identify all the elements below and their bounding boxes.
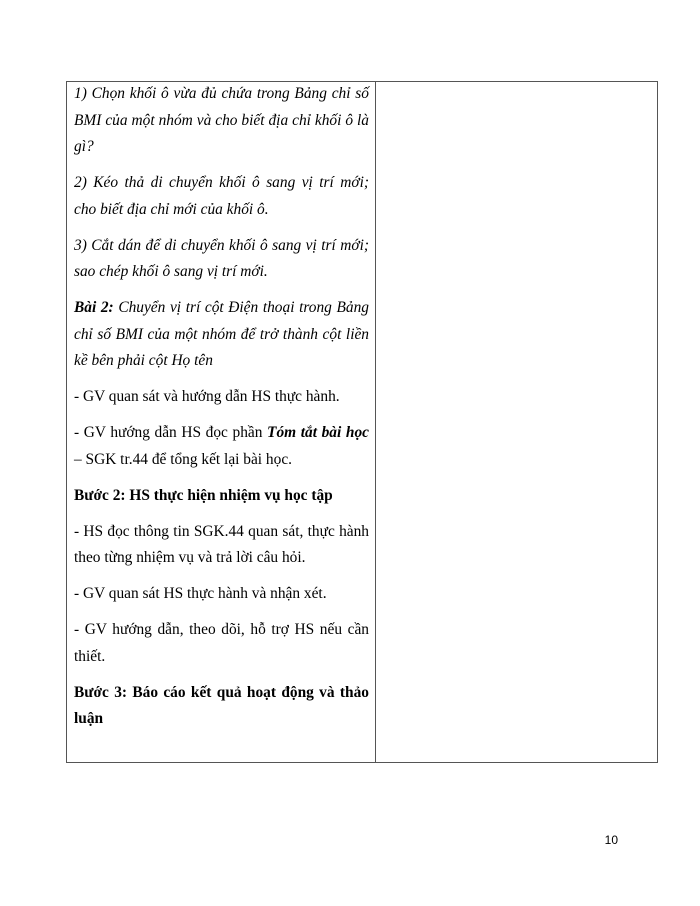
exercise-2	[74, 295, 369, 375]
teacher-note-1: - GV quan sát và hướng dẫn HS thực hành.	[74, 388, 340, 405]
teacher-note-2	[74, 420, 369, 473]
lesson-table	[66, 81, 658, 763]
student-note-1: - HS đọc thông tin SGK.44 quan sát, thực hành theo từng nhiệm vụ và trả lời câu hỏi.	[74, 522, 369, 566]
teacher-note-2-post: – SGK tr.44 để tổng kết lại bài học.	[74, 450, 293, 468]
task-2: 2) Kéo thả di chuyển khối ô sang vị trí mới; cho biết địa chỉ mới của khối ô.	[74, 174, 369, 218]
exercise-2-label: Bài 2:	[74, 299, 114, 316]
page-number: 10	[604, 833, 618, 847]
lesson-summary-ref: Tóm tắt bài học	[267, 424, 369, 441]
teacher-note-3: - GV quan sát HS thực hành và nhận xét.	[74, 585, 327, 602]
task-1: 1) Chọn khối ô vừa đủ chứa trong Bảng chỉ số BMI của một nhóm và cho biết địa chỉ khối ô là gì?	[74, 85, 369, 155]
step-2-heading: Bước 2: HS thực hiện nhiệm vụ học tập	[74, 486, 333, 504]
activity-column	[67, 82, 376, 762]
exercise-2-text: Chuyển vị trí cột Điện thoại trong Bảng chỉ số BMI của một nhóm để trở thành cột liền kề bên phải cột Họ tên	[74, 299, 369, 369]
task-3: 3) Cắt dán để di chuyển khối ô sang vị trí mới; sao chép khối ô sang vị trí mới.	[74, 236, 369, 280]
teacher-note-4: - GV hướng dẫn, theo dõi, hỗ trợ HS nếu cần thiết.	[74, 621, 369, 665]
outcome-column	[376, 82, 657, 762]
step-3-heading: Bước 3: Báo cáo kết quả hoạt động và thảo luận	[74, 683, 369, 727]
teacher-note-2-pre: - GV hướng dẫn HS đọc phần	[74, 424, 268, 441]
